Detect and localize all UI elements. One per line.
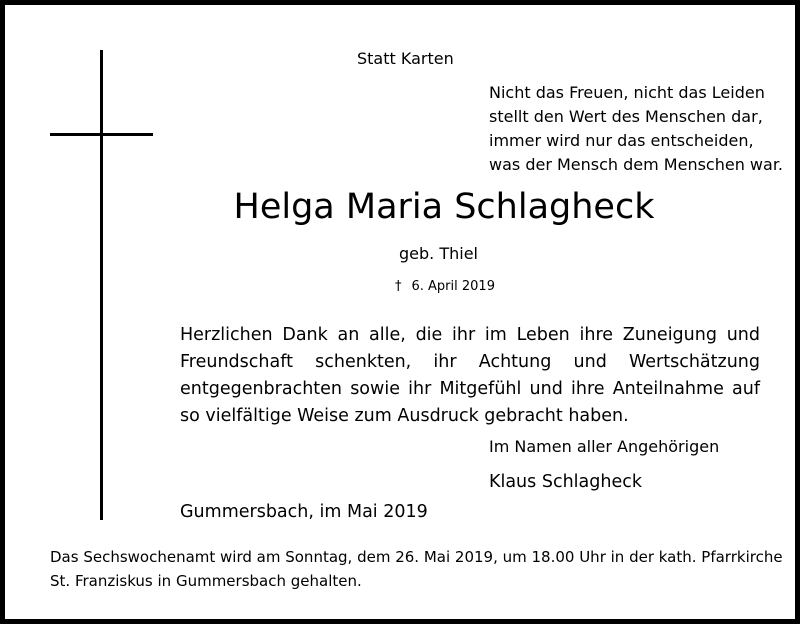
service-line: St. Franziskus in Gummersbach gehalten.	[50, 572, 362, 590]
signer-name: Klaus Schlagheck	[489, 472, 642, 492]
place-date: Gummersbach, im Mai 2019	[180, 502, 428, 522]
death-date: 6. April 2019	[411, 279, 495, 294]
death-date-line	[395, 279, 505, 294]
poem-line: stellt den Wert des Menschen dar,	[489, 107, 763, 126]
dagger-icon: †	[395, 279, 402, 294]
birth-name: geb. Thiel	[399, 244, 478, 263]
deceased-name: Helga Maria Schlagheck	[233, 187, 655, 227]
cross-icon-bar	[50, 133, 153, 136]
poem-line: immer wird nur das entscheiden,	[489, 131, 754, 150]
service-line: Das Sechswochenamt wird am Sonntag, dem 26. Mai 2019, um 18.00 Uhr in der kath. Pfarrkirche	[50, 548, 783, 566]
header-note: Statt Karten	[357, 49, 454, 68]
cross-icon	[100, 50, 103, 520]
thanks-text: Herzlichen Dank an alle, die ihr im Leben ihre Zuneigung und Freundschaft schenkten, ihr Achtung und Wertschätzung entgegenbrachten sowie ihr Mitgefühl und ihre Anteilnahme auf so vielfältige Weise zum Ausdruck gebracht haben.	[180, 325, 760, 426]
poem-line: was der Mensch dem Menschen war.	[489, 155, 784, 174]
poem-line: Nicht das Freuen, nicht das Leiden	[489, 83, 765, 102]
on-behalf-line: Im Namen aller Angehörigen	[489, 437, 720, 456]
service-notice	[50, 545, 783, 593]
poem	[489, 81, 783, 177]
